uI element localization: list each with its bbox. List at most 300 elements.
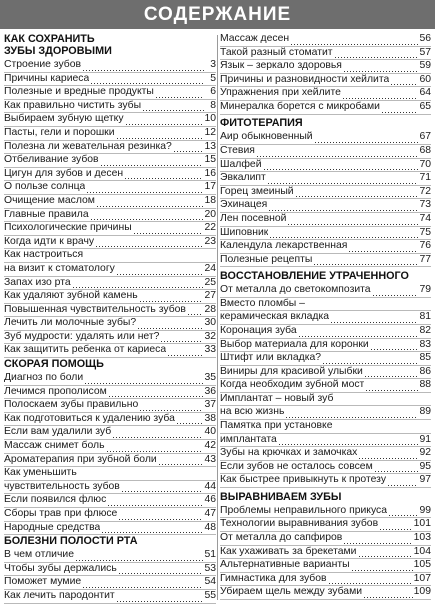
dot-leader bbox=[124, 171, 203, 180]
page-number: 81 bbox=[419, 311, 431, 323]
entry-title: Как уменьшить bbox=[4, 467, 77, 479]
page-number: 74 bbox=[419, 212, 431, 224]
entry-title: Вместо пломбы – bbox=[220, 297, 305, 309]
toc-entry[interactable] bbox=[220, 393, 431, 407]
entry-title: Если появился флюс bbox=[4, 494, 107, 506]
toc-entry[interactable] bbox=[220, 199, 431, 213]
toc-entry[interactable] bbox=[4, 154, 216, 168]
toc-section bbox=[4, 358, 216, 535]
dot-leader bbox=[348, 244, 418, 253]
toc-entry[interactable] bbox=[4, 277, 216, 291]
dot-leader bbox=[343, 536, 412, 545]
entry-title: Как подготовиться к удалению зуба bbox=[4, 412, 175, 424]
entry-title: Повышенная чувствительность зубов bbox=[4, 303, 186, 315]
toc-entry[interactable] bbox=[4, 73, 216, 87]
entry-title: Зубы на крючках и замочках bbox=[220, 447, 358, 459]
entry-title: Пасты, гели и порошки bbox=[4, 126, 115, 138]
section-heading: ФИТОТЕРАПИЯ bbox=[220, 117, 303, 130]
dot-leader bbox=[381, 105, 419, 114]
page-number: 109 bbox=[413, 586, 431, 598]
page-number: 13 bbox=[204, 140, 216, 152]
dot-leader bbox=[314, 135, 419, 144]
page-number: 68 bbox=[419, 144, 431, 156]
toc-entry[interactable] bbox=[220, 240, 431, 254]
dot-leader bbox=[388, 508, 418, 517]
entry-title: Как правильно чистить зубы bbox=[4, 99, 142, 111]
toc-entry[interactable] bbox=[4, 86, 216, 100]
toc-entry[interactable] bbox=[220, 186, 431, 200]
toc-entry[interactable] bbox=[4, 168, 216, 182]
entry-title: Язык – зеркало здоровья bbox=[220, 60, 342, 72]
toc-entry[interactable] bbox=[4, 467, 216, 481]
entry-title: Поможет мумие bbox=[4, 576, 82, 588]
toc-entry[interactable] bbox=[220, 101, 431, 115]
page-number: 76 bbox=[419, 240, 431, 252]
toc-section bbox=[220, 117, 431, 267]
toc-entry[interactable] bbox=[220, 284, 431, 298]
entry-title: Штифт или вкладка? bbox=[220, 352, 322, 364]
toc-entry[interactable] bbox=[220, 379, 431, 393]
entry-title: на визит к стоматологу bbox=[4, 262, 115, 274]
page-number: 77 bbox=[419, 253, 431, 265]
dot-leader bbox=[137, 321, 203, 330]
dot-leader bbox=[139, 403, 203, 412]
entry-title: Эвкалипт bbox=[220, 172, 266, 184]
dot-leader bbox=[287, 217, 418, 226]
page-number: 71 bbox=[419, 172, 431, 184]
toc-entry[interactable] bbox=[4, 249, 216, 263]
dot-leader bbox=[90, 76, 204, 85]
entry-title: керамическая вкладка bbox=[220, 311, 330, 323]
toc-entry[interactable] bbox=[220, 559, 431, 573]
page-number: 91 bbox=[419, 433, 431, 445]
entry-title: Как защитить ребенка от кариеса bbox=[4, 344, 167, 356]
entry-title: Когда идти к врачу bbox=[4, 235, 95, 247]
dot-leader bbox=[176, 416, 204, 425]
entry-title: Как удаляют зубной камень bbox=[4, 290, 138, 302]
dot-leader bbox=[285, 410, 418, 419]
toc-entry[interactable] bbox=[4, 494, 216, 508]
page-number: 36 bbox=[204, 385, 216, 397]
toc-entry[interactable] bbox=[4, 372, 216, 386]
page-number: 89 bbox=[419, 406, 431, 418]
page-number: 64 bbox=[419, 87, 431, 99]
toc-entry[interactable] bbox=[4, 454, 216, 468]
page-number: 104 bbox=[413, 545, 431, 557]
entry-title: Как быстрее привыкнуть к протезу bbox=[220, 474, 387, 486]
dot-leader bbox=[268, 203, 418, 212]
entry-title: Если вам удалили зуб bbox=[4, 426, 112, 438]
page-number: 83 bbox=[419, 338, 431, 350]
toc-entry[interactable] bbox=[220, 366, 431, 380]
toc-entry[interactable] bbox=[4, 181, 216, 195]
entry-title: Запах изо рта bbox=[4, 276, 71, 288]
page-number: 44 bbox=[204, 480, 216, 492]
entry-title: О пользе солнца bbox=[4, 181, 86, 193]
entry-title: Отбеливание зубов bbox=[4, 154, 99, 166]
toc-entry[interactable] bbox=[220, 254, 431, 268]
toc-entry[interactable] bbox=[4, 508, 216, 522]
toc-entry[interactable] bbox=[4, 290, 216, 304]
toc-entry[interactable] bbox=[4, 563, 216, 577]
page-number: 55 bbox=[204, 589, 216, 601]
dot-leader bbox=[118, 512, 203, 521]
page-number: 95 bbox=[419, 460, 431, 472]
toc-entry[interactable] bbox=[220, 311, 431, 325]
dot-leader bbox=[313, 257, 418, 266]
section-heading: КАК СОХРАНИТЬ bbox=[4, 33, 95, 45]
page-number: 37 bbox=[204, 399, 216, 411]
page-number: 57 bbox=[419, 46, 431, 58]
toc-section bbox=[220, 33, 431, 115]
entry-title: Лечимся прополисом bbox=[4, 385, 107, 397]
page-number: 30 bbox=[204, 317, 216, 329]
dot-leader bbox=[82, 63, 204, 72]
entry-title: Проблемы неправильного прикуса bbox=[220, 504, 388, 516]
entry-title: Массаж снимет боль bbox=[4, 440, 105, 452]
dot-leader bbox=[116, 594, 204, 603]
dot-leader bbox=[142, 103, 204, 112]
dot-leader bbox=[106, 444, 204, 453]
dot-leader bbox=[330, 315, 418, 324]
dot-leader bbox=[173, 144, 204, 153]
section-heading: ВЫРАВНИВАЕМ ЗУБЫ bbox=[220, 490, 342, 503]
dot-leader bbox=[298, 329, 419, 338]
page-number: 32 bbox=[204, 330, 216, 342]
toc-section bbox=[220, 491, 431, 600]
toc-entry[interactable] bbox=[220, 172, 431, 186]
toc-entry[interactable] bbox=[220, 87, 431, 101]
toc-entry[interactable] bbox=[4, 399, 216, 413]
page-number: 17 bbox=[204, 181, 216, 193]
dot-leader bbox=[121, 484, 204, 493]
page-number: 59 bbox=[419, 60, 431, 72]
entry-title: Коронация зуба bbox=[220, 324, 297, 336]
dot-leader bbox=[116, 131, 204, 140]
entry-title: Полезные и вредные продукты bbox=[4, 86, 154, 98]
page-number: 25 bbox=[204, 276, 216, 288]
entry-title: Выбор материала для коронки bbox=[220, 338, 369, 350]
column-divider bbox=[217, 35, 218, 600]
toc-entry[interactable] bbox=[220, 227, 431, 241]
page-number: 8 bbox=[210, 99, 216, 111]
entry-title: Убираем щель между зубами bbox=[220, 586, 363, 598]
dot-leader bbox=[343, 64, 419, 73]
toc-entry[interactable] bbox=[220, 474, 431, 488]
dot-leader bbox=[96, 199, 203, 208]
dot-leader bbox=[118, 566, 204, 575]
page-number: 35 bbox=[204, 372, 216, 384]
entry-title: Как ухаживать за брекетами bbox=[220, 545, 357, 557]
entry-title: Такой разный стоматит bbox=[220, 46, 333, 58]
page-number: 65 bbox=[419, 100, 431, 112]
page-number: 103 bbox=[413, 532, 431, 544]
entry-title: Полезные рецепты bbox=[220, 253, 313, 265]
section-heading: БОЛЕЗНИ ПОЛОСТИ РТА bbox=[4, 535, 138, 548]
page-number: 38 bbox=[204, 412, 216, 424]
dot-leader bbox=[101, 525, 203, 534]
dot-leader bbox=[155, 90, 204, 99]
entry-title: Строение зубов bbox=[4, 59, 82, 70]
dot-leader bbox=[295, 189, 419, 198]
page-number: 33 bbox=[204, 344, 216, 356]
entry-title: Имплантат – новый зуб bbox=[220, 392, 334, 404]
toc-left-column bbox=[4, 33, 216, 600]
page-number: 99 bbox=[419, 504, 431, 516]
toc-entry[interactable] bbox=[220, 145, 431, 159]
toc-entry[interactable] bbox=[220, 159, 431, 173]
entry-title: Эхинацея bbox=[220, 199, 268, 211]
toc-entry[interactable] bbox=[4, 222, 216, 236]
page-number: 46 bbox=[204, 494, 216, 506]
page-number: 3 bbox=[210, 59, 216, 70]
entry-title: Шалфей bbox=[220, 158, 262, 170]
toc-entry[interactable] bbox=[4, 236, 216, 250]
page-number: 10 bbox=[204, 113, 216, 125]
entry-title: Очищение маслом bbox=[4, 194, 95, 206]
toc-entry[interactable] bbox=[220, 532, 431, 546]
page-number: 22 bbox=[204, 222, 216, 234]
dot-leader bbox=[306, 301, 419, 310]
entry-title: Лечить ли молочные зубы? bbox=[4, 317, 137, 329]
toc-entry[interactable] bbox=[220, 518, 431, 532]
entry-title: Диагноз по боли bbox=[4, 372, 84, 384]
page-number: 54 bbox=[204, 576, 216, 588]
page-number: 79 bbox=[419, 284, 431, 296]
dot-leader bbox=[84, 376, 203, 385]
toc-entry[interactable] bbox=[4, 317, 216, 331]
dot-leader bbox=[256, 149, 419, 158]
entry-title: Сборы трав при флюсе bbox=[4, 508, 118, 519]
entry-title: Альтернативные варианты bbox=[220, 559, 350, 571]
toc-entry[interactable] bbox=[220, 461, 431, 475]
toc-entry[interactable] bbox=[220, 339, 431, 353]
dot-leader bbox=[82, 580, 203, 589]
page-number: 23 bbox=[204, 235, 216, 247]
entry-title: Цигун для зубов и десен bbox=[4, 167, 124, 179]
dot-leader bbox=[322, 356, 418, 365]
page-number: 12 bbox=[204, 126, 216, 138]
entry-title: Ароматерапия при зубной боли bbox=[4, 453, 157, 465]
dot-leader bbox=[167, 348, 203, 357]
dot-leader bbox=[78, 471, 204, 480]
entry-title: Как настроиться bbox=[4, 249, 84, 261]
entry-title: Гимнастика для зубов bbox=[220, 572, 327, 584]
page-title: СОДЕРЖАНИЕ bbox=[143, 4, 292, 25]
toc-entry[interactable] bbox=[4, 304, 216, 318]
dot-leader bbox=[160, 334, 203, 343]
toc-entry[interactable] bbox=[4, 426, 216, 440]
entry-title: Упражнения при хейлите bbox=[220, 87, 341, 99]
section-heading: ВОССТАНОВЛЕНИЕ УТРАЧЕННОГО bbox=[220, 270, 409, 283]
page-number: 101 bbox=[413, 518, 431, 530]
page-number: 18 bbox=[204, 194, 216, 206]
dot-leader bbox=[278, 437, 419, 446]
dot-leader bbox=[72, 280, 204, 289]
page-number: 86 bbox=[419, 365, 431, 377]
page-number: 48 bbox=[204, 521, 216, 533]
page-number: 5 bbox=[210, 72, 216, 84]
entry-title: В чем отличие bbox=[4, 549, 74, 561]
toc-entry[interactable] bbox=[4, 576, 216, 590]
toc-entry[interactable] bbox=[220, 406, 431, 420]
page-number: 85 bbox=[419, 352, 431, 364]
dot-leader bbox=[267, 176, 419, 185]
toc-entry[interactable] bbox=[4, 263, 216, 277]
toc-section bbox=[4, 535, 216, 603]
entry-title: От металла до сапфиров bbox=[220, 532, 343, 544]
entry-title: Аир обыкновенный bbox=[220, 131, 313, 143]
page-number: 56 bbox=[419, 33, 431, 44]
toc-entry[interactable] bbox=[220, 325, 431, 339]
dot-leader bbox=[328, 576, 413, 585]
entry-title: Полоскаем зубы правильно bbox=[4, 399, 139, 411]
page-number: 43 bbox=[204, 453, 216, 465]
dot-leader bbox=[90, 212, 204, 221]
dot-leader bbox=[133, 226, 204, 235]
toc-right-column bbox=[220, 33, 431, 600]
toc-entry[interactable] bbox=[220, 213, 431, 227]
dot-leader bbox=[107, 498, 203, 507]
toc-entry[interactable] bbox=[220, 573, 431, 587]
toc-entry[interactable] bbox=[220, 586, 431, 600]
dot-leader bbox=[334, 396, 419, 405]
toc-section bbox=[4, 33, 216, 358]
entry-title: Чтобы зубы держались bbox=[4, 562, 117, 574]
dot-leader bbox=[374, 464, 419, 473]
toc-entry[interactable] bbox=[220, 60, 431, 74]
dot-leader bbox=[334, 424, 420, 433]
dot-leader bbox=[363, 590, 413, 599]
entry-title: имплантата bbox=[220, 433, 277, 445]
toc-entry[interactable] bbox=[4, 195, 216, 209]
dot-leader bbox=[125, 117, 204, 126]
entry-title: Памятка при установке bbox=[220, 420, 333, 432]
toc-entry[interactable] bbox=[4, 590, 216, 604]
dot-leader bbox=[112, 430, 203, 439]
toc-entry[interactable] bbox=[4, 386, 216, 400]
dot-leader bbox=[75, 553, 203, 562]
dot-leader bbox=[290, 37, 418, 46]
toc-entry[interactable] bbox=[220, 47, 431, 61]
dot-leader bbox=[95, 239, 203, 248]
entry-title: Психологические причины bbox=[4, 222, 132, 234]
page-number: 51 bbox=[204, 549, 216, 561]
dot-leader bbox=[379, 522, 413, 531]
dot-leader bbox=[358, 451, 418, 460]
dot-leader bbox=[263, 162, 419, 171]
entry-title: Причины и разновидности хейлита bbox=[220, 73, 390, 85]
page-number: 75 bbox=[419, 226, 431, 238]
page-number: 92 bbox=[419, 447, 431, 459]
dot-leader bbox=[187, 307, 203, 316]
entry-title: От металла до светокомпозита bbox=[220, 284, 371, 296]
entry-title: Народные средства bbox=[4, 521, 101, 533]
entry-title: Технологии выравнивания зубов bbox=[220, 518, 379, 530]
entry-title: Виниры для красивой улыбки bbox=[220, 365, 363, 377]
toc-entry[interactable] bbox=[4, 209, 216, 223]
toc-entry[interactable] bbox=[4, 113, 216, 127]
toc-entry[interactable] bbox=[220, 434, 431, 448]
page-number: 82 bbox=[419, 324, 431, 336]
page-number: 88 bbox=[419, 379, 431, 391]
dot-leader bbox=[372, 288, 419, 297]
dot-leader bbox=[108, 389, 204, 398]
toc-entry[interactable] bbox=[4, 141, 216, 155]
entry-title: на всю жизнь bbox=[220, 406, 285, 418]
entry-title: Зуб мудрости: удалять или нет? bbox=[4, 330, 160, 342]
entry-title: Стевия bbox=[220, 144, 255, 156]
entry-title: Минералка борется с микробами bbox=[220, 100, 380, 112]
page-number: 47 bbox=[204, 508, 216, 519]
toc-entry[interactable] bbox=[220, 74, 431, 88]
dot-leader bbox=[364, 369, 419, 378]
dot-leader bbox=[342, 91, 419, 100]
entry-title: Шиповник bbox=[220, 226, 269, 238]
dot-leader bbox=[334, 50, 419, 59]
toc-entry[interactable] bbox=[220, 352, 431, 366]
page-number: 27 bbox=[204, 290, 216, 302]
toc-entry[interactable] bbox=[4, 59, 216, 73]
page-number: 16 bbox=[204, 167, 216, 179]
dot-leader bbox=[116, 267, 204, 276]
dot-leader bbox=[139, 294, 204, 303]
page-number: 105 bbox=[413, 559, 431, 571]
toc-entry[interactable] bbox=[4, 522, 216, 536]
toc-entry[interactable] bbox=[220, 420, 431, 434]
entry-title: Календула лекарственная bbox=[220, 240, 348, 252]
section-heading: ЗУБЫ ЗДОРОВЫМИ bbox=[4, 45, 112, 57]
page-number: 67 bbox=[419, 131, 431, 143]
entry-title: Массаж десен bbox=[220, 33, 290, 44]
entry-title: Причины кариеса bbox=[4, 72, 90, 84]
entry-title: Главные правила bbox=[4, 208, 89, 220]
dot-leader bbox=[370, 342, 419, 351]
entry-title: Когда необходим зубной мост bbox=[220, 379, 365, 391]
entry-title: чувствительность зубов bbox=[4, 480, 120, 492]
page-number: 97 bbox=[419, 474, 431, 486]
toc-entry[interactable] bbox=[4, 100, 216, 114]
entry-title: Если зубов не осталось совсем bbox=[220, 460, 373, 472]
toc-entry[interactable] bbox=[220, 33, 431, 47]
page-number: 42 bbox=[204, 440, 216, 452]
toc-entry[interactable] bbox=[4, 413, 216, 427]
toc-section bbox=[220, 270, 431, 488]
toc-entry[interactable] bbox=[220, 546, 431, 560]
toc-entry[interactable] bbox=[220, 447, 431, 461]
dot-leader bbox=[358, 549, 413, 558]
page-number: 20 bbox=[204, 208, 216, 220]
toc-entry[interactable] bbox=[220, 505, 431, 519]
dot-leader bbox=[390, 77, 418, 86]
toc-entry[interactable] bbox=[4, 481, 216, 495]
dot-leader bbox=[158, 457, 204, 466]
toc-entry[interactable] bbox=[220, 131, 431, 145]
toc-entry[interactable] bbox=[4, 331, 216, 345]
toc-entry[interactable] bbox=[4, 344, 216, 358]
page-number: 70 bbox=[419, 158, 431, 170]
toc-entry[interactable] bbox=[4, 440, 216, 454]
page-number: 107 bbox=[413, 572, 431, 584]
toc-entry[interactable] bbox=[4, 127, 216, 141]
toc-entry[interactable] bbox=[4, 549, 216, 563]
entry-title: Лен посевной bbox=[220, 212, 287, 224]
dot-leader bbox=[351, 563, 413, 572]
page-number: 6 bbox=[210, 86, 216, 98]
toc-entry[interactable] bbox=[220, 298, 431, 312]
dot-leader bbox=[269, 230, 418, 239]
page-number: 73 bbox=[419, 199, 431, 211]
